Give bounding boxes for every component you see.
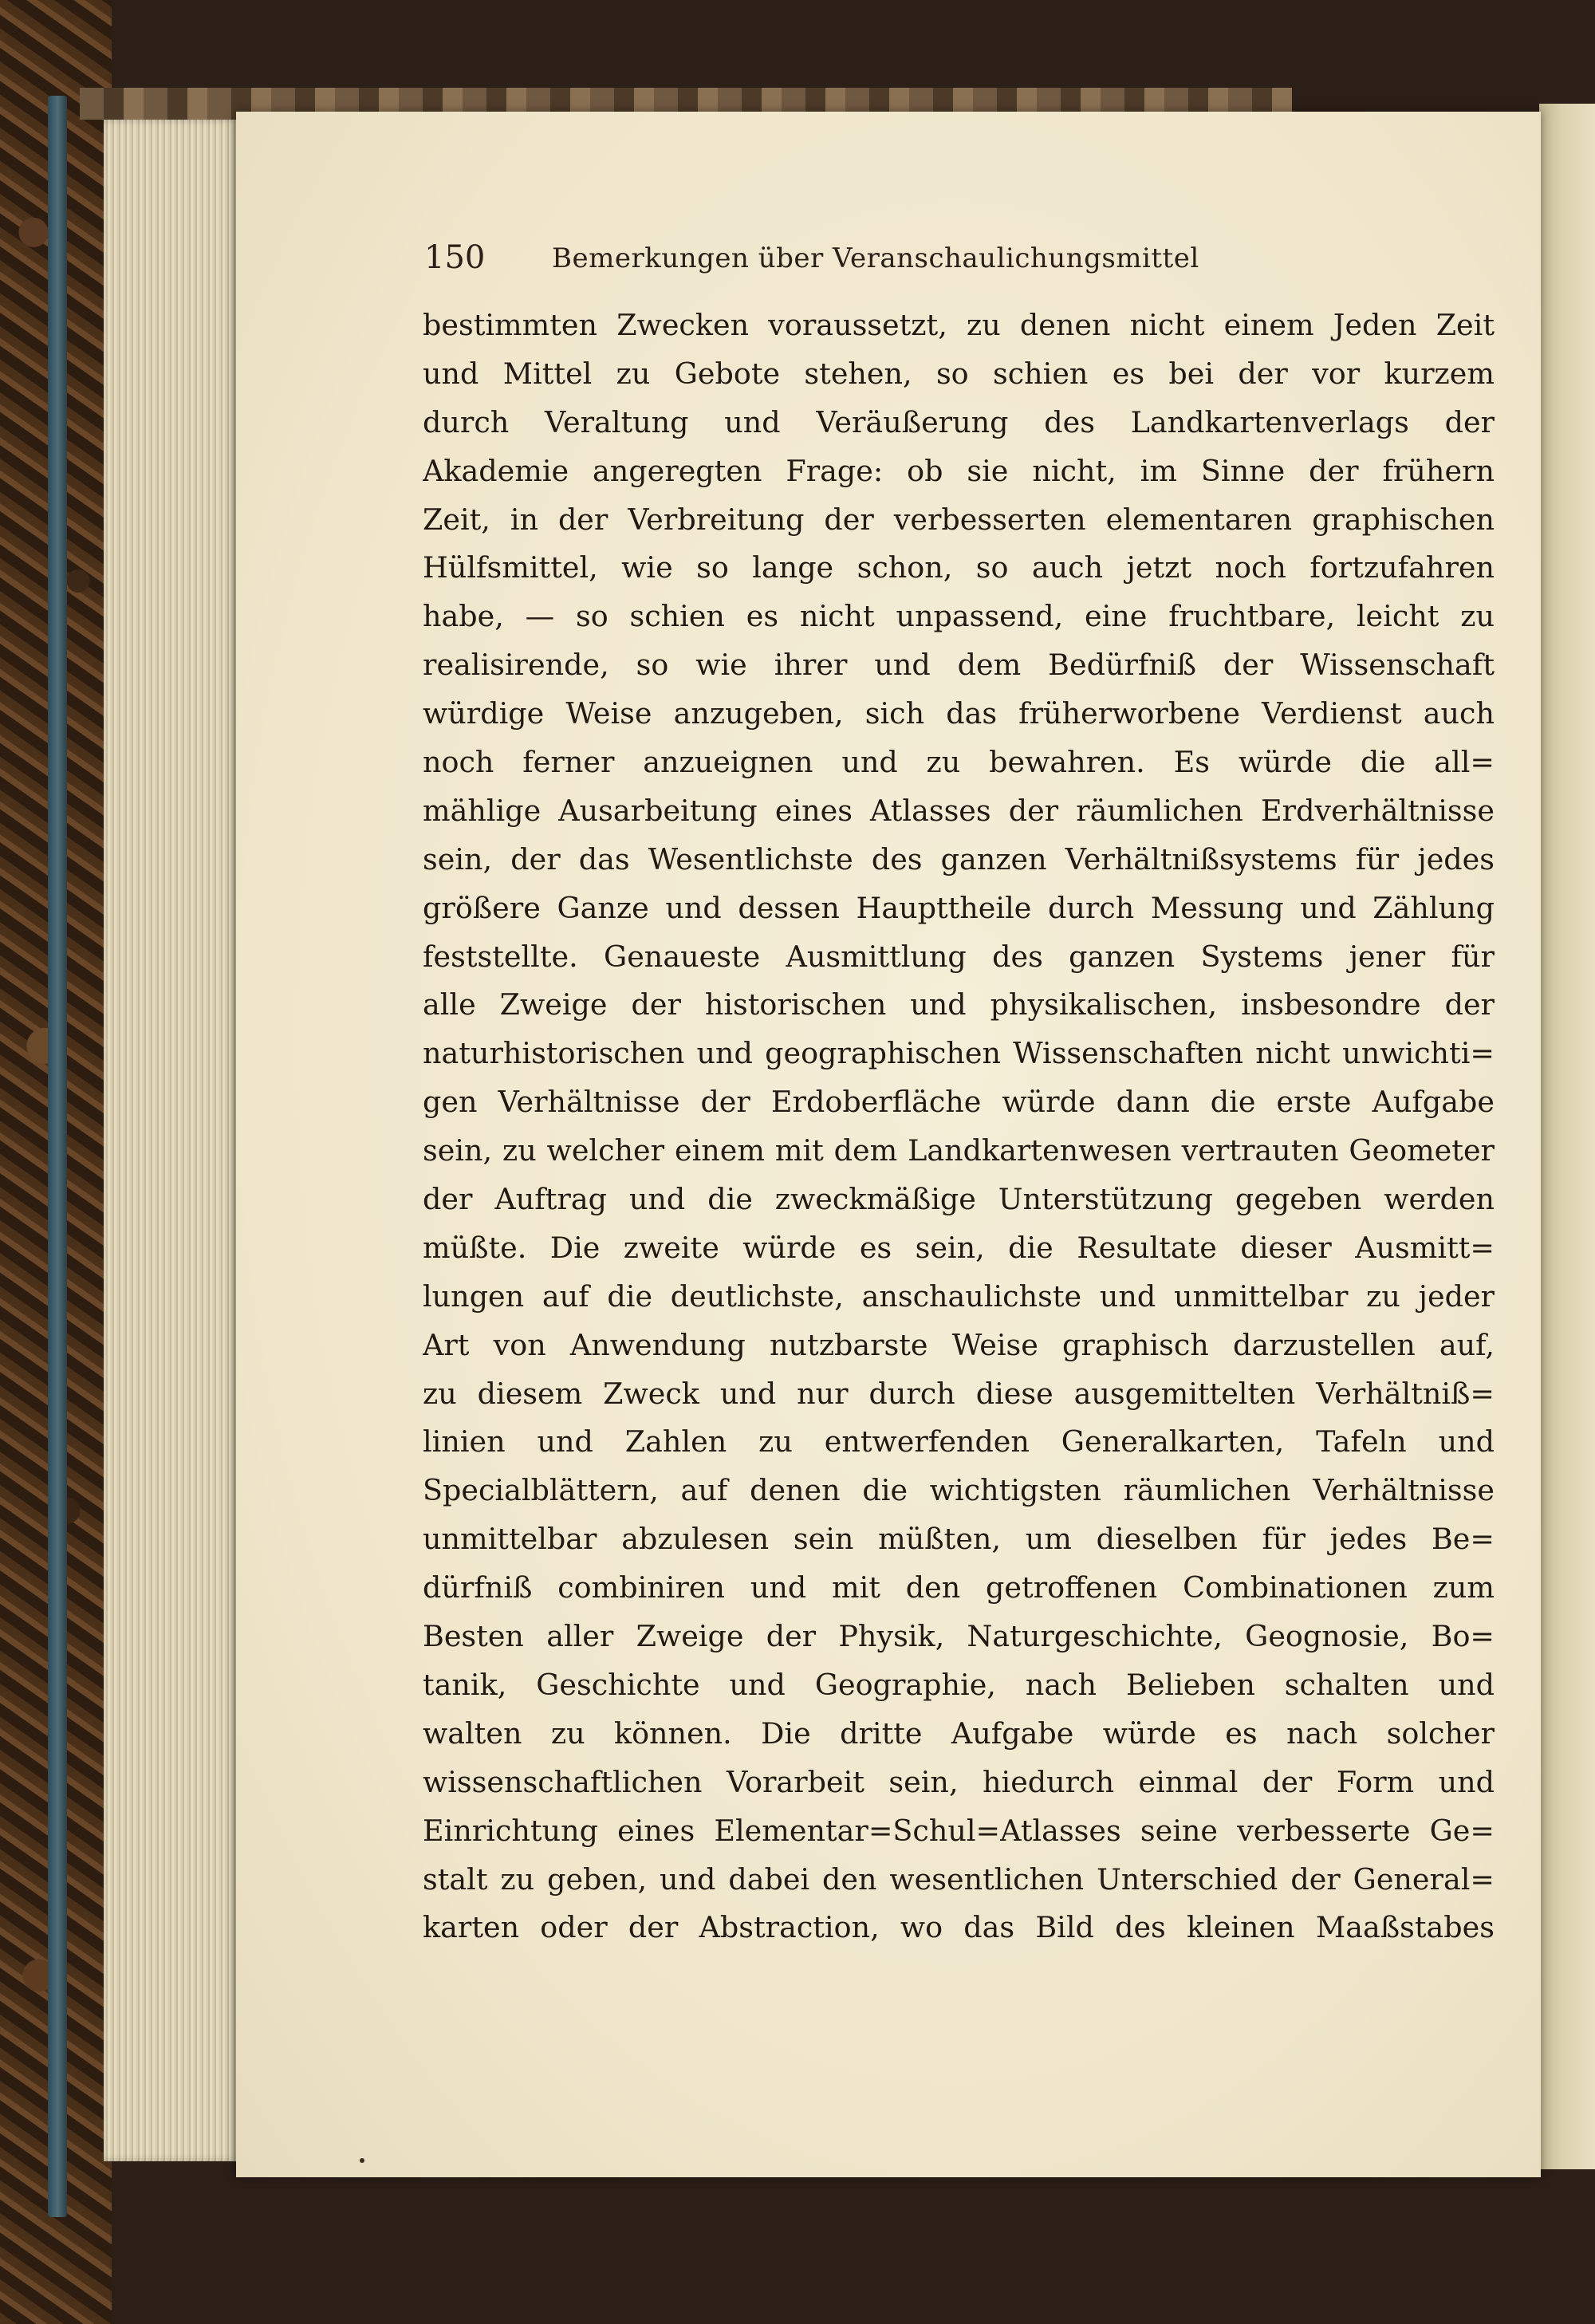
- text-line: sein, zu welcher einem mit dem Landkartenwesen vertrauten Geometer: [423, 1133, 1495, 1168]
- text-line: würdige Weise anzugeben, sich das früherworbene Verdienst auch: [423, 696, 1495, 731]
- text-line: linien und Zahlen zu entwerfenden Generalkarten, Tafeln und: [423, 1424, 1495, 1459]
- body-text: [423, 301, 1495, 1952]
- text-line: zu diesem Zweck und nur durch diese ausgemittelten Verhältniß=: [423, 1376, 1495, 1411]
- page-header: [424, 239, 1493, 287]
- text-line: walten zu können. Die dritte Aufgabe würde es nach solcher: [423, 1715, 1495, 1751]
- printer-mark: [360, 2158, 364, 2163]
- text-line: Zeit, in der Verbreitung der verbesserten elementaren graphischen: [423, 502, 1495, 537]
- text-line: Hülfsmittel, wie so lange schon, so auch jetzt noch fortzufahren: [423, 550, 1495, 585]
- page-number: 150: [424, 239, 486, 276]
- text-line: stalt zu geben, und dabei den wesentlichen Unterschied der General=: [423, 1861, 1495, 1897]
- text-line: dürfniß combiniren und mit den getroffenen Combinationen zum: [423, 1570, 1495, 1605]
- text-line: Einrichtung eines Elementar=Schul=Atlasses seine verbesserte Ge=: [423, 1813, 1495, 1848]
- text-line: tanik, Geschichte und Geographie, nach Belieben schalten und: [423, 1667, 1495, 1702]
- text-line: Akademie angeregten Frage: ob sie nicht, im Sinne der frühern: [423, 453, 1495, 488]
- text-line: wissenschaftlichen Vorarbeit sein, hiedurch einmal der Form und: [423, 1764, 1495, 1799]
- text-line: Besten aller Zweige der Physik, Naturgeschichte, Geognosie, Bo=: [423, 1619, 1495, 1654]
- text-line: noch ferner anzueignen und zu bewahren. Es würde die all=: [423, 745, 1495, 780]
- text-line: lungen auf die deutlichste, anschaulichste und unmittelbar zu jeder: [423, 1278, 1495, 1314]
- text-line: Art von Anwendung nutzbarste Weise graphisch darzustellen auf,: [423, 1327, 1495, 1362]
- text-line: feststellte. Genaueste Ausmittlung des ganzen Systems jener für: [423, 939, 1495, 974]
- text-line: gen Verhältnisse der Erdoberfläche würde dann die erste Aufgabe: [423, 1085, 1495, 1120]
- text-line: größere Ganze und dessen Haupttheile durch Messung und Zählung: [423, 890, 1495, 925]
- book-page: [236, 112, 1541, 2177]
- adjacent-page-edge: [1539, 104, 1595, 2169]
- text-line: Specialblättern, auf denen die wichtigsten räumlichen Verhältnisse: [423, 1473, 1495, 1508]
- text-line: der Auftrag und die zweckmäßige Unterstützung gegeben werden: [423, 1182, 1495, 1217]
- text-line: müßte. Die zweite würde es sein, die Resultate dieser Ausmitt=: [423, 1230, 1495, 1265]
- text-line: naturhistorischen und geographischen Wissenschaften nicht unwichti=: [423, 1036, 1495, 1071]
- text-line: realisirende, so wie ihrer und dem Bedürfniß der Wissenschaft: [423, 648, 1495, 683]
- text-line: alle Zweige der historischen und physikalischen, insbesondre der: [423, 987, 1495, 1022]
- binding-spine-edge: [48, 96, 67, 2217]
- text-line: mählige Ausarbeitung eines Atlasses der räumlichen Erdverhältnisse: [423, 793, 1495, 828]
- text-line: und Mittel zu Gebote stehen, so schien es bei der vor kurzem: [423, 356, 1495, 391]
- text-line: unmittelbar abzulesen sein müßten, um dieselben für jedes Be=: [423, 1522, 1495, 1557]
- text-line: bestimmten Zwecken voraussetzt, zu denen nicht einem Jeden Zeit: [423, 308, 1495, 342]
- text-line: habe, — so schien es nicht unpassend, eine fruchtbare, leicht zu: [423, 599, 1495, 634]
- page-stack-edges: [104, 120, 239, 2161]
- running-head: Bemerkungen über Veranschaulichungsmittel: [552, 242, 1199, 274]
- text-line: karten oder der Abstraction, wo das Bild des kleinen Maaßstabes: [423, 1910, 1495, 1945]
- text-line: durch Veraltung und Veräußerung des Landkartenverlags der: [423, 404, 1495, 439]
- text-line: sein, der das Wesentlichste des ganzen Verhältnißsystems für jedes: [423, 841, 1495, 876]
